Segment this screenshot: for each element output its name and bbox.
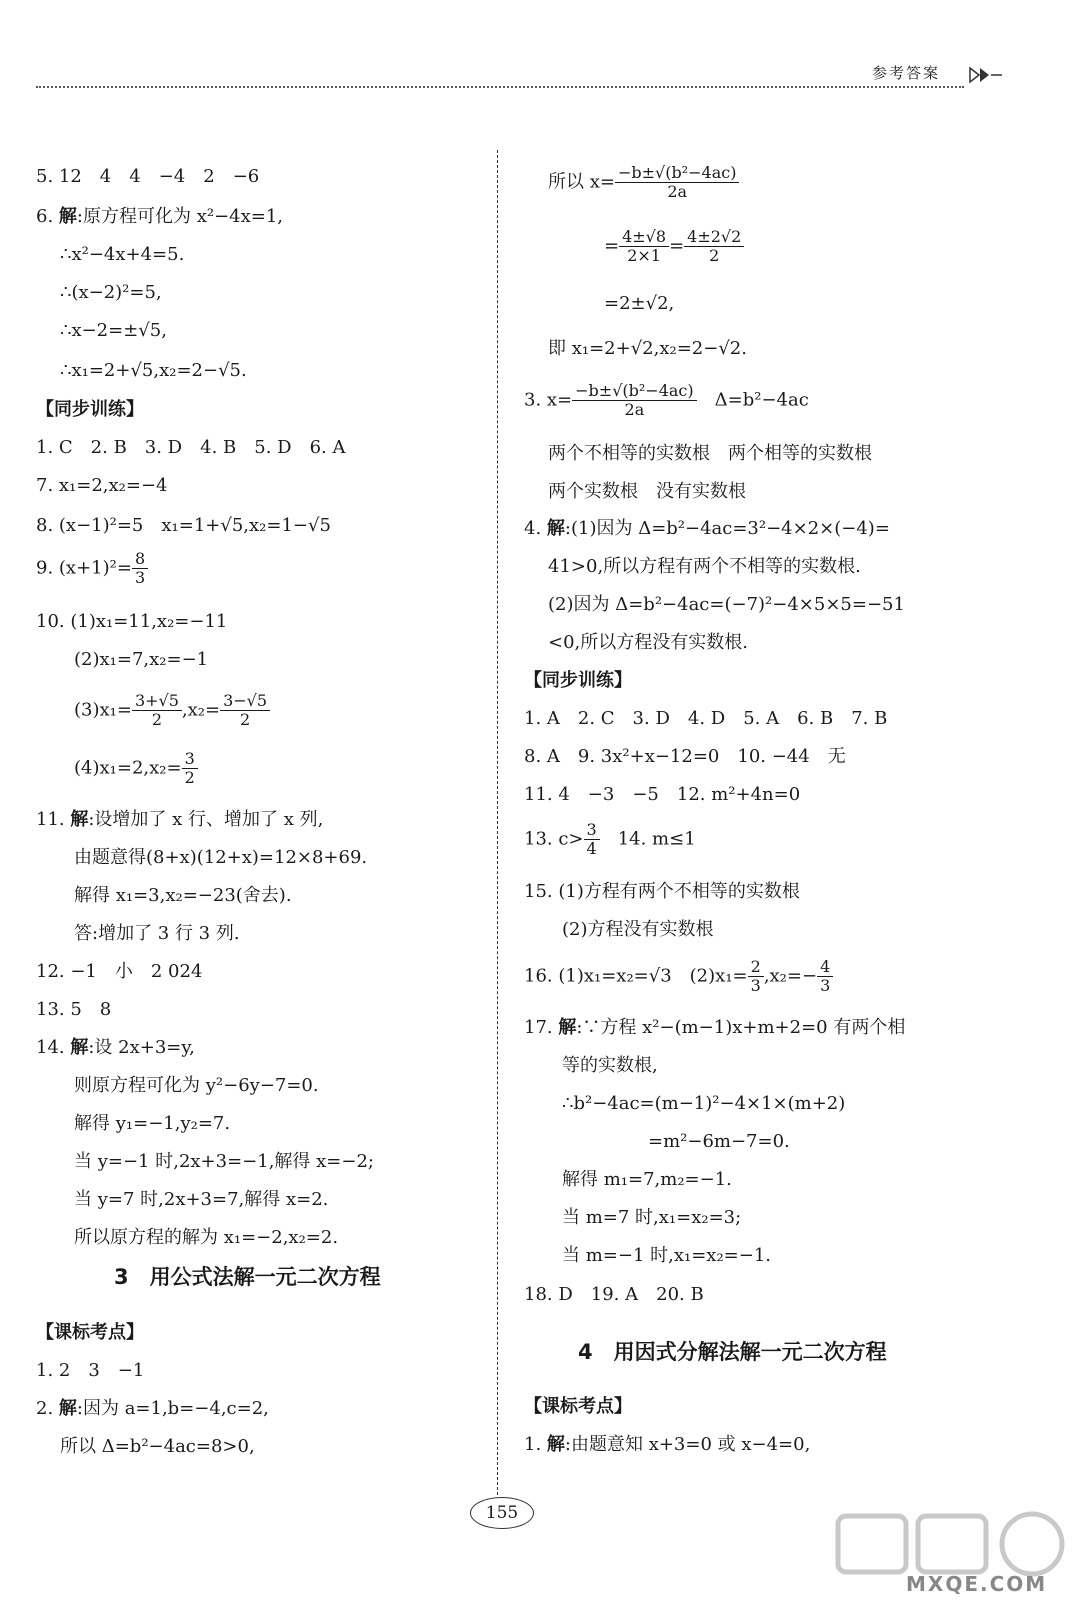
bold-label: 【课标考点】 [36,1322,144,1343]
answer-text: 解得 y₁=−1,y₂=7. [74,1113,231,1134]
column-divider [497,150,498,1495]
answer-text: 3. x= [524,389,573,411]
answer-line [562,918,714,942]
answer-text: 5. 12 4 4 −4 2 −6 [36,166,260,187]
answer-text: Δ=b²−4ac [696,389,809,411]
answer-text: 两个不相等的实数根 两个相等的实数根 [548,443,872,464]
answer-text: =2±√2, [604,293,675,314]
fraction-denominator: 2 [151,710,163,729]
bold-label: 解 [58,206,77,227]
answer-text: 7. x₁=2,x₂=−4 [36,475,168,496]
fraction-denominator: 2 [239,710,251,729]
answer-line [548,337,747,361]
bold-label: 【同步训练】 [524,670,632,691]
answer-line [60,319,167,343]
answer-line [36,398,144,422]
answer-text: 1. A 2. C 3. D 4. D 5. A 6. B 7. B [524,708,888,729]
answer-line [36,998,111,1022]
answer-text: 由题意得(8+x)(12+x)=12×8+69. [74,847,368,868]
answer-text: ∴x²−4x+4=5. [60,244,185,265]
fraction [615,164,739,201]
play-arrow-icon [968,66,1004,84]
fraction [748,958,764,995]
answer-text: ∴b²−4ac=(m−1)²−4×1×(m+2) [562,1093,846,1114]
answer-line [562,1092,845,1116]
bold-label: 解 [546,1434,565,1455]
answer-line [74,1150,374,1174]
answer-line [524,707,887,731]
answer-line [548,164,739,201]
item-number: 2. [36,1398,59,1419]
fraction [584,821,600,858]
answer-text: 1. C 2. B 3. D 4. B 5. D 6. A [36,437,346,458]
bold-label: 解 [70,1037,89,1058]
answer-text: 15. (1)方程有两个不相等的实数根 [524,881,800,902]
answer-text: 16. (1)x₁=x₂=√3 (2)x₁= [524,965,748,987]
answer-text: 8. (x−1)²=5 x₁=1+√5,x₂=1−√5 [36,515,331,536]
answer-line [74,884,292,908]
fraction [220,692,270,729]
answer-text: :原方程可化为 x²−4x=1, [76,206,284,227]
answer-line [74,692,270,729]
answer-text: 解得 m₁=7,m₂=−1. [562,1169,732,1190]
answer-line [36,1036,195,1060]
answer-line [524,669,632,693]
fraction-denominator: 3 [820,976,831,995]
fraction-numerator: 4±2√2 [684,228,744,247]
answer-text: 9. (x+1)²= [36,557,132,579]
answer-line [36,165,259,189]
answer-line [74,1112,230,1136]
answer-text: 当 m=−1 时,x₁=x₂=−1. [562,1245,772,1266]
answer-line [524,1395,632,1419]
fraction [182,750,198,787]
answer-text: (2)因为 Δ=b²−4ac=(−7)²−4×5×5=−51 [548,594,905,615]
fraction [619,228,669,265]
bold-label: 解 [546,518,565,539]
answer-line [36,550,148,587]
answer-text: (4)x₁=2,x₂= [74,757,182,779]
answer-line [36,808,323,832]
page-number: 155 [470,1497,534,1529]
answer-text: 1. 2 3 −1 [36,1360,145,1381]
answer-text: 所以 x= [548,171,615,193]
answer-text: <0,所以方程没有实数根. [548,632,748,653]
bold-label: 解 [58,1398,77,1419]
answer-text: :由题意知 x+3=0 或 x−4=0, [564,1434,811,1455]
fraction [684,228,744,265]
fraction-numerator: 3 [182,750,198,769]
answer-text: 等的实数根, [562,1055,658,1076]
fraction-numerator: 4±√8 [619,228,669,247]
answer-line [548,555,861,579]
fraction-denominator: 4 [586,839,597,858]
answer-text: ∴x₁=2+√5,x₂=2−√5. [60,360,247,381]
answer-text: 13. c> [524,828,584,850]
section-heading: 3 用公式法解一元二次方程 [114,1265,381,1289]
answer-text: 41>0,所以方程有两个不相等的实数根. [548,556,861,577]
answer-text: 所以原方程的解为 x₁=−2,x₂=2. [74,1227,339,1248]
answer-line [36,1359,144,1383]
answer-line [604,228,744,265]
answer-line [524,382,809,419]
answer-line [524,1283,704,1307]
answer-text: 当 y=7 时,2x+3=7,解得 x=2. [74,1189,329,1210]
bold-label: 解 [558,1017,577,1038]
answer-text: (3)x₁= [74,699,132,721]
answer-text: :因为 a=1,b=−4,c=2, [76,1398,269,1419]
answer-text: =m²−6m−7=0. [648,1131,790,1152]
fraction-denominator: 3 [134,568,146,587]
answer-line [562,1168,732,1192]
answer-text: :设增加了 x 行、增加了 x 列, [88,809,324,830]
header-rule [36,86,964,88]
answer-line [524,1433,810,1457]
answer-line [74,648,208,672]
answer-text: (2)方程没有实数根 [562,919,714,940]
bold-label: 解 [70,809,89,830]
fraction-denominator: 2a [624,400,645,419]
item-number: 11. [36,809,71,830]
answer-text: :(1)因为 Δ=b²−4ac=3²−4×2×(−4)= [564,518,890,539]
fraction [817,958,833,995]
answer-text: 解得 x₁=3,x₂=−23(舍去). [74,885,292,906]
answer-line [74,750,198,787]
answer-line [36,474,168,498]
bold-label: 【课标考点】 [524,1396,632,1417]
answer-text: 即 x₁=2+√2,x₂=2−√2. [548,338,747,359]
fraction-denominator: 2 [184,768,195,787]
answer-text: ,x₂= [181,699,221,721]
answer-text: 当 m=7 时,x₁=x₂=3; [562,1207,742,1228]
answer-text: :∵方程 x²−(m−1)x+m+2=0 有两个相 [576,1017,906,1038]
answer-line [524,517,890,541]
answer-line [60,359,247,383]
answer-text: ∴(x−2)²=5, [60,282,162,303]
answer-line [74,922,240,946]
answer-line [524,880,800,904]
item-number: 17. [524,1017,559,1038]
fraction-numerator: −b±√(b²−4ac) [615,164,739,183]
answer-line [36,436,345,460]
answer-line [524,745,846,769]
answer-line [562,1206,741,1230]
answer-line [548,593,905,617]
answer-line [524,783,800,807]
answer-text: 14. m≤1 [599,828,696,850]
answer-text: 所以 Δ=b²−4ac=8>0, [60,1436,255,1457]
fraction-numerator: 3+√5 [132,692,182,711]
fraction [572,382,696,419]
answer-text: (2)x₁=7,x₂=−1 [74,649,209,670]
answer-line [74,1074,319,1098]
answer-line [60,243,184,267]
answer-line [36,610,227,634]
answer-text: ,x₂=− [763,965,818,987]
section-heading: 4 用因式分解法解一元二次方程 [578,1340,887,1364]
answer-text: 10. (1)x₁=11,x₂=−11 [36,611,228,632]
answer-line [36,960,202,984]
answer-line [60,1435,255,1459]
answer-text: = [669,235,685,257]
answer-line [604,292,674,316]
answer-text: 两个实数根 没有实数根 [548,481,746,502]
fraction-numerator: 3−√5 [220,692,270,711]
answer-text: 答:增加了 3 行 3 列. [74,923,240,944]
fraction-numerator: 2 [748,958,764,977]
item-number: 1. [524,1434,547,1455]
answer-line [60,281,162,305]
answer-line [74,1188,328,1212]
answer-text: :设 2x+3=y, [88,1037,195,1058]
answer-line [648,1130,790,1154]
answer-line [36,514,331,538]
answer-line [548,631,748,655]
answer-line [36,1321,144,1345]
answer-text: 则原方程可化为 y²−6y−7=0. [74,1075,319,1096]
answer-text: 18. D 19. A 20. B [524,1284,704,1305]
answer-line [524,821,696,858]
answer-line [74,1226,338,1250]
answer-line [562,1244,771,1268]
answer-line [548,442,872,466]
answer-text: 12. −1 小 2 024 [36,961,203,982]
fraction-numerator: 3 [584,821,600,840]
fraction-denominator: 2×1 [627,246,661,265]
answer-line [548,480,746,504]
fraction-denominator: 2 [709,246,720,265]
item-number: 6. [36,206,59,227]
header-title: 参考答案 [872,64,941,82]
answer-line [562,1054,658,1078]
answer-text: ∴x−2=±√5, [60,320,167,341]
answer-text: 8. A 9. 3x²+x−12=0 10. −44 无 [524,746,846,767]
answer-text: = [604,235,620,257]
fraction [132,550,148,587]
fraction-numerator: 4 [817,958,833,977]
answer-line [524,1016,905,1040]
fraction-numerator: 8 [132,550,148,569]
watermark-text: MXQE.COM [906,1572,1048,1596]
fraction-numerator: −b±√(b²−4ac) [572,382,696,401]
fraction [132,692,182,729]
answer-line [524,958,833,995]
answer-text: 11. 4 −3 −5 12. m²+4n=0 [524,784,801,805]
answer-line [36,205,283,229]
answer-line [74,846,367,870]
item-number: 4. [524,518,547,539]
fraction-denominator: 3 [750,976,761,995]
answer-text: 13. 5 8 [36,999,112,1020]
answer-line [36,1397,269,1421]
fraction-denominator: 2a [667,182,688,201]
item-number: 14. [36,1037,71,1058]
bold-label: 【同步训练】 [36,399,144,420]
answer-text: 当 y=−1 时,2x+3=−1,解得 x=−2; [74,1151,374,1172]
